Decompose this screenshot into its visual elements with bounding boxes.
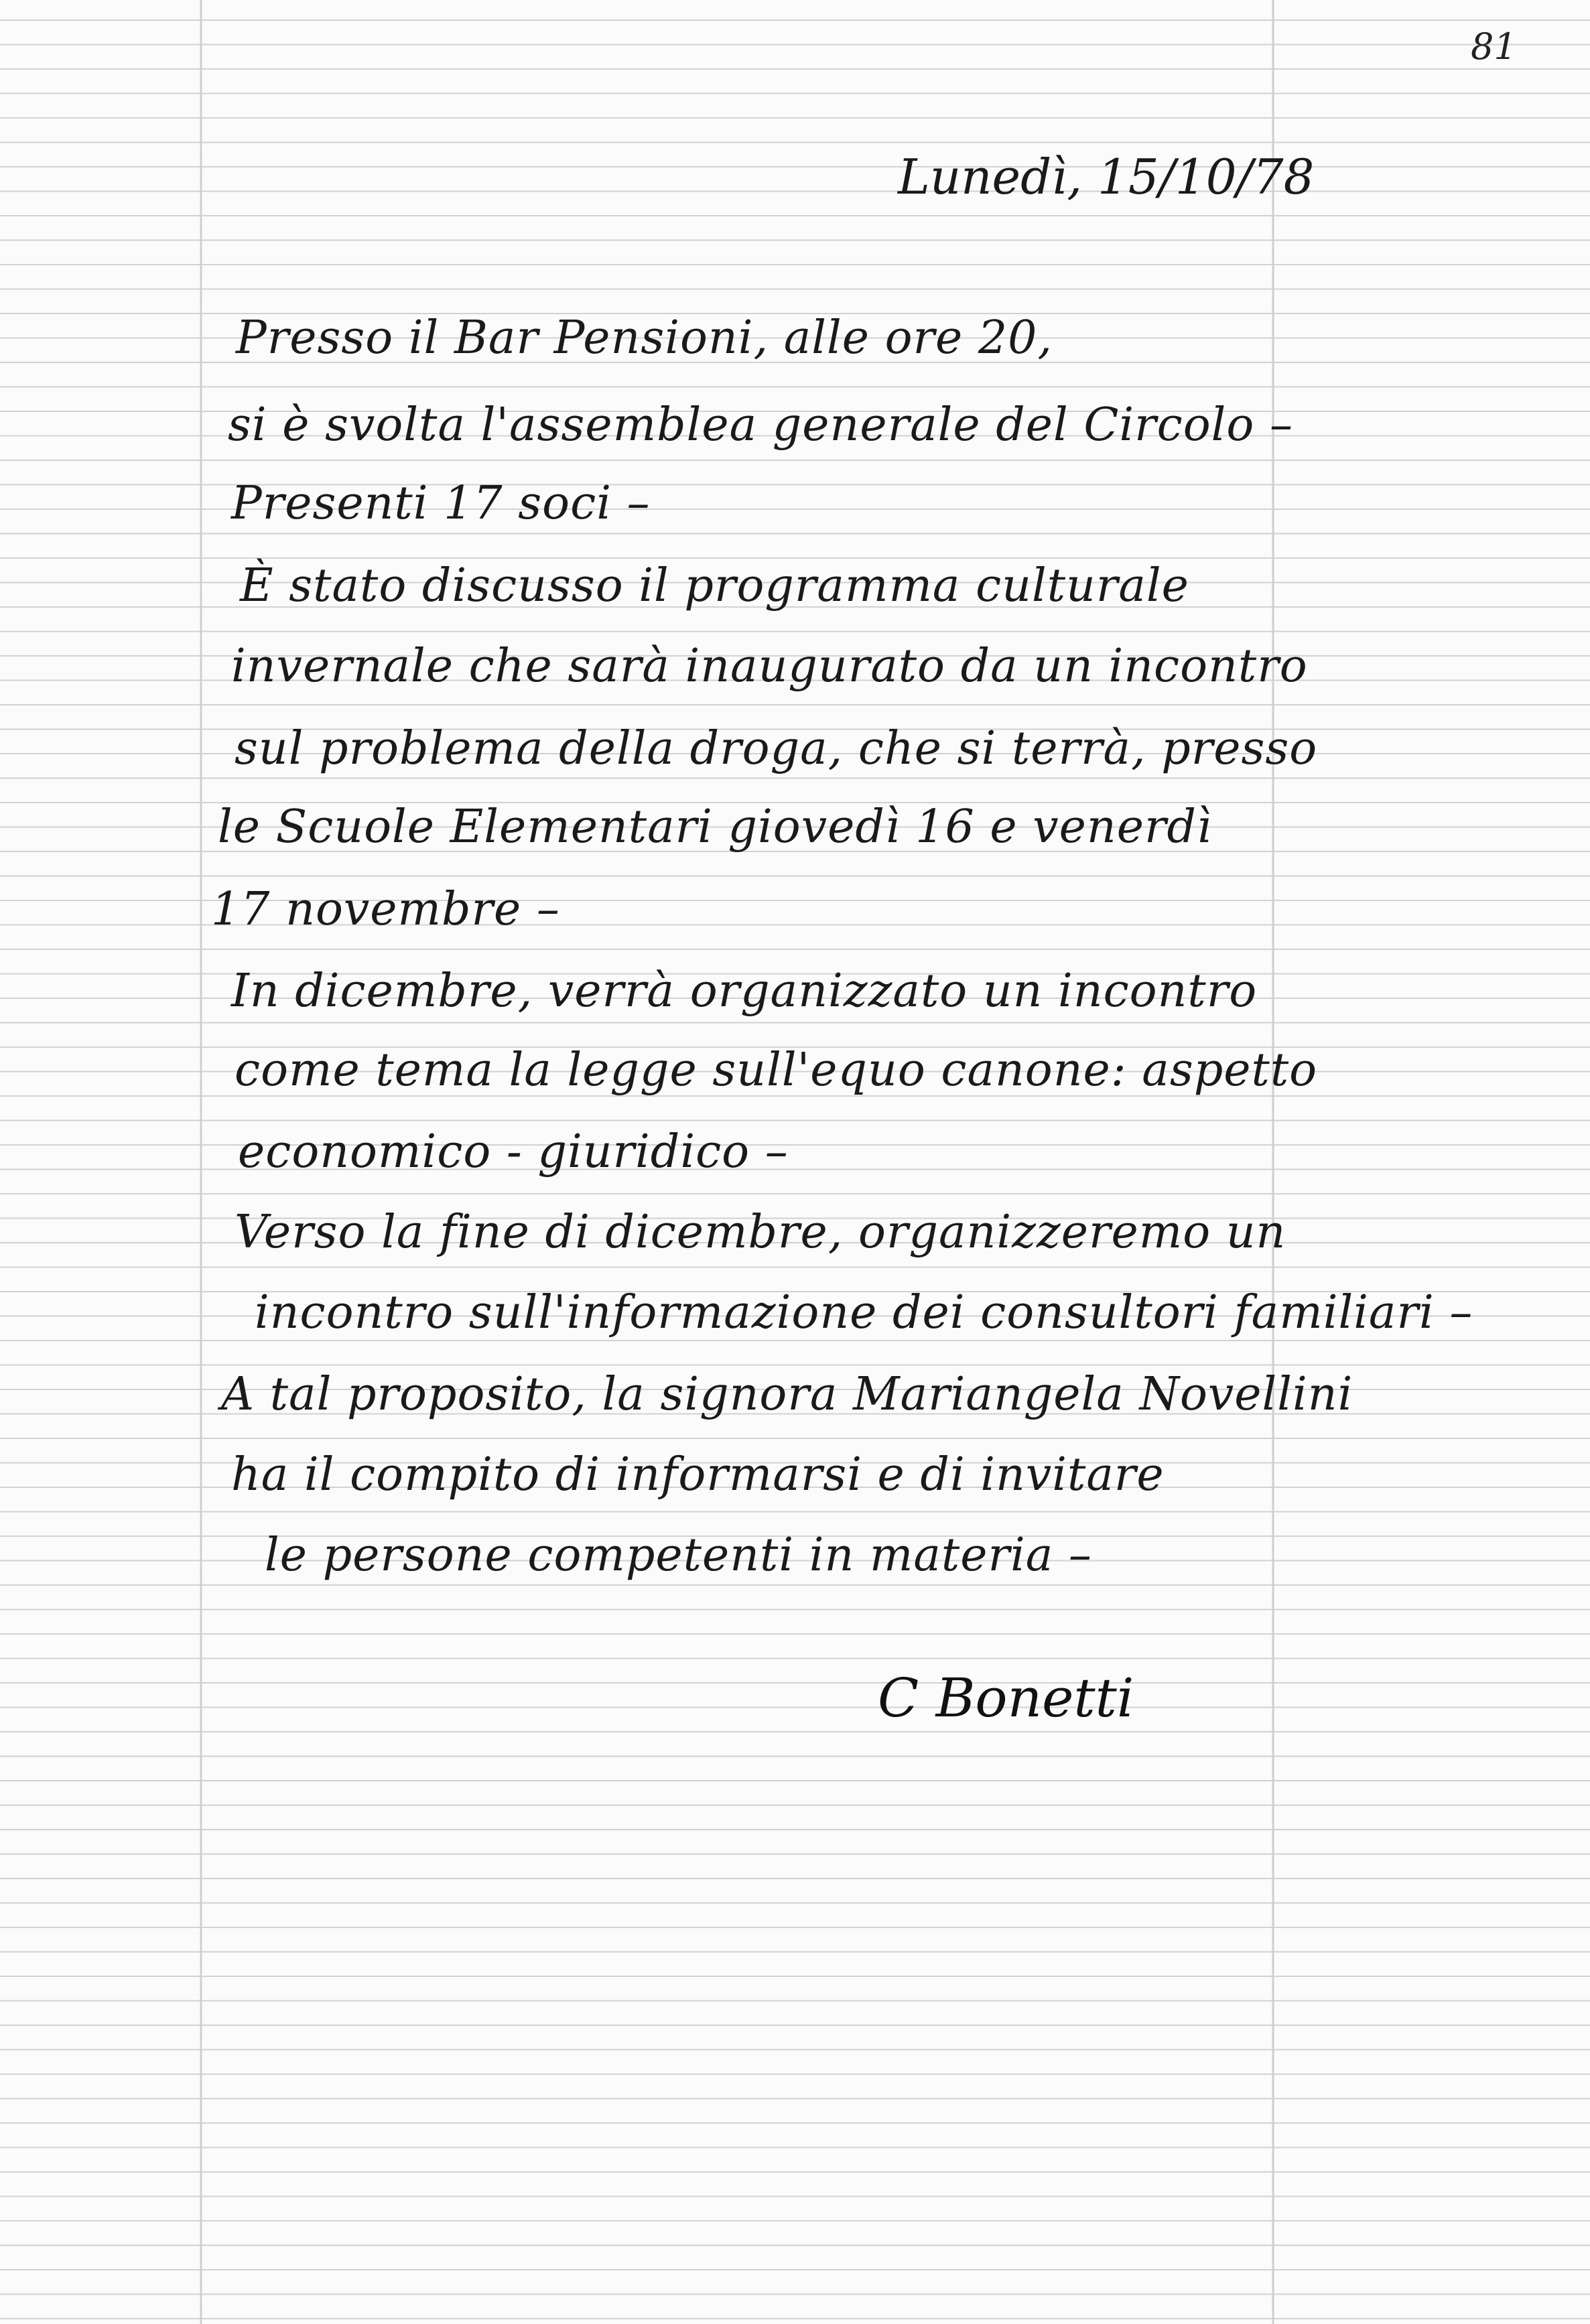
text-line: sul problema della droga, che si terrà, presso	[235, 722, 1318, 775]
text-line: si è svolta l'assemblea generale del Circolo –	[228, 399, 1293, 452]
text-line: ha il compito di informarsi e di invitare	[231, 1448, 1165, 1501]
page-number: 81	[1471, 25, 1517, 68]
text-line: È stato discusso il programma culturale	[240, 559, 1189, 612]
text-line: invernale che sarà inaugurato da un incontro	[231, 640, 1308, 693]
text-line: Verso la fine di dicembre, organizzeremo un	[235, 1206, 1286, 1259]
text-line: economico - giuridico –	[238, 1125, 789, 1178]
text-line: A tal proposito, la signora Mariangela Novellini	[221, 1368, 1353, 1421]
entry-date: Lunedì, 15/10/78	[898, 149, 1315, 205]
signature: C Bonetti	[878, 1667, 1134, 1729]
text-line: le Scuole Elementari giovedì 16 e venerdì	[218, 801, 1212, 853]
text-line: Presenti 17 soci –	[231, 477, 651, 530]
text-line: 17 novembre –	[211, 883, 560, 936]
text-line: le persone competenti in materia –	[265, 1529, 1092, 1582]
text-line: Presso il Bar Pensioni, alle ore 20,	[236, 312, 1053, 364]
text-line: come tema la legge sull'equo canone: aspetto	[235, 1044, 1318, 1097]
text-line: incontro sull'informazione dei consultori familiari –	[255, 1286, 1473, 1339]
text-line: In dicembre, verrà organizzato un incontro	[231, 965, 1258, 1018]
